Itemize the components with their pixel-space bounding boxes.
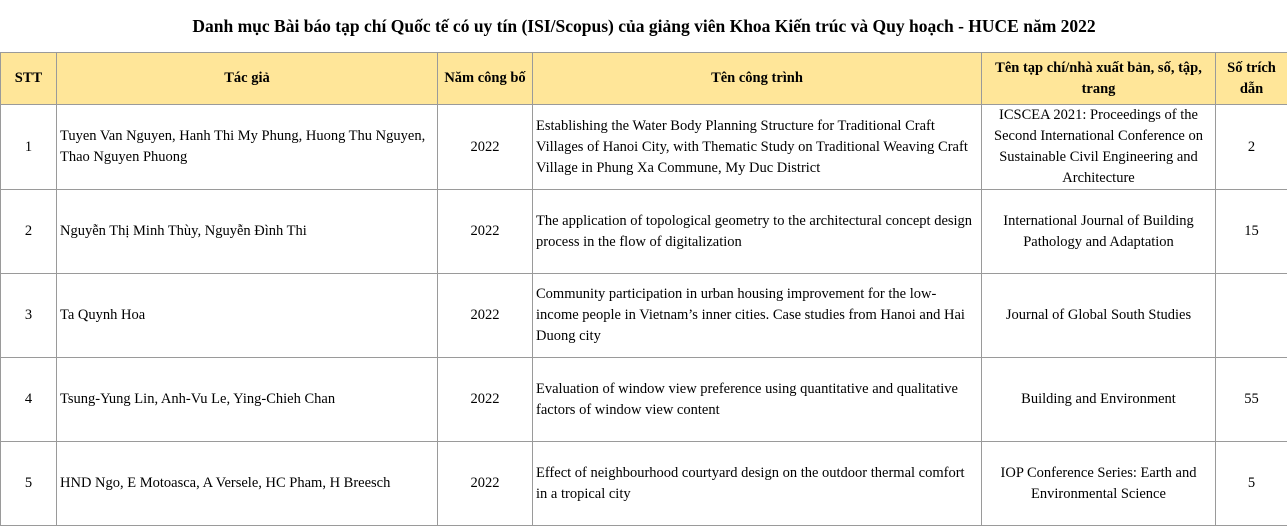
cell-journal[interactable]: Journal of Global South Studies bbox=[982, 274, 1216, 358]
cell-citations[interactable]: 55 bbox=[1216, 358, 1287, 442]
cell-stt[interactable]: 3 bbox=[1, 274, 57, 358]
cell-work[interactable]: Effect of neighbourhood courtyard design on the outdoor thermal comfort in a tropical city bbox=[533, 442, 982, 526]
cell-year[interactable]: 2022 bbox=[438, 358, 533, 442]
cell-work[interactable]: Establishing the Water Body Planning Structure for Traditional Craft Villages of Hanoi City, with Thematic Study on Traditional Weaving Craft Village in Phung Xa Commune, My Duc District bbox=[533, 105, 982, 190]
cell-journal[interactable]: International Journal of Building Pathology and Adaptation bbox=[982, 190, 1216, 274]
cell-citations[interactable]: 15 bbox=[1216, 190, 1287, 274]
table-row bbox=[1, 358, 1287, 442]
cell-citations[interactable]: 2 bbox=[1216, 105, 1287, 190]
header-row bbox=[1, 53, 1287, 105]
header-work[interactable]: Tên công trình bbox=[533, 53, 982, 105]
cell-authors[interactable]: Nguyễn Thị Minh Thùy, Nguyễn Đình Thi bbox=[57, 190, 438, 274]
table-row bbox=[1, 105, 1287, 190]
table-title[interactable]: Danh mục Bài báo tạp chí Quốc tế có uy tín (ISI/Scopus) của giảng viên Khoa Kiến trúc và Quy hoạch - HUCE năm 2022 bbox=[1, 0, 1287, 53]
cell-journal[interactable]: ICSCEA 2021: Proceedings of the Second International Conference on Sustainable Civil Engineering and Architecture bbox=[982, 105, 1216, 190]
cell-citations[interactable] bbox=[1216, 274, 1287, 358]
cell-authors[interactable]: Tuyen Van Nguyen, Hanh Thi My Phung, Huong Thu Nguyen, Thao Nguyen Phuong bbox=[57, 105, 438, 190]
cell-stt[interactable]: 2 bbox=[1, 190, 57, 274]
header-stt[interactable]: STT bbox=[1, 53, 57, 105]
header-citations[interactable]: Số trích dẫn bbox=[1216, 53, 1287, 105]
cell-year[interactable]: 2022 bbox=[438, 274, 533, 358]
table-row bbox=[1, 190, 1287, 274]
cell-year[interactable]: 2022 bbox=[438, 105, 533, 190]
table-row bbox=[1, 442, 1287, 526]
cell-stt[interactable]: 5 bbox=[1, 442, 57, 526]
cell-authors[interactable]: Tsung-Yung Lin, Anh-Vu Le, Ying-Chieh Chan bbox=[57, 358, 438, 442]
table-row bbox=[1, 274, 1287, 358]
cell-citations[interactable]: 5 bbox=[1216, 442, 1287, 526]
cell-stt[interactable]: 1 bbox=[1, 105, 57, 190]
cell-authors[interactable]: Ta Quynh Hoa bbox=[57, 274, 438, 358]
cell-work[interactable]: Evaluation of window view preference using quantitative and qualitative factors of window view content bbox=[533, 358, 982, 442]
cell-authors[interactable]: HND Ngo, E Motoasca, A Versele, HC Pham, H Breesch bbox=[57, 442, 438, 526]
cell-year[interactable]: 2022 bbox=[438, 442, 533, 526]
header-journal[interactable]: Tên tạp chí/nhà xuất bản, số, tập, trang bbox=[982, 53, 1216, 105]
header-year[interactable]: Năm công bố bbox=[438, 53, 533, 105]
cell-journal[interactable]: Building and Environment bbox=[982, 358, 1216, 442]
cell-work[interactable]: Community participation in urban housing improvement for the low-income people in Vietnam’s inner cities. Case studies from Hanoi and Hai Duong city bbox=[533, 274, 982, 358]
cell-journal[interactable]: IOP Conference Series: Earth and Environmental Science bbox=[982, 442, 1216, 526]
cell-stt[interactable]: 4 bbox=[1, 358, 57, 442]
cell-year[interactable]: 2022 bbox=[438, 190, 533, 274]
cell-work[interactable]: The application of topological geometry to the architectural concept design process in the flow of digitalization bbox=[533, 190, 982, 274]
header-authors[interactable]: Tác giả bbox=[57, 53, 438, 105]
title-row bbox=[1, 0, 1287, 53]
